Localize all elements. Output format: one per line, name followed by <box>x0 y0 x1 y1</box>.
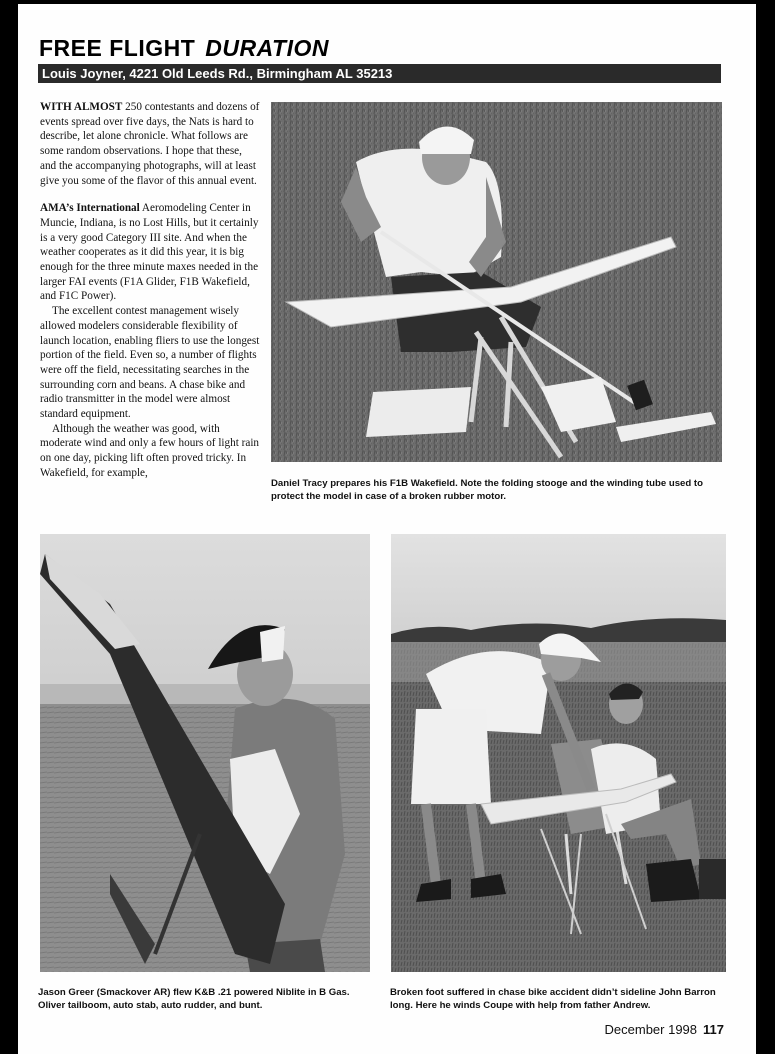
section-title: FREE FLIGHT <box>39 35 196 61</box>
column-headline <box>39 37 329 60</box>
paragraph-1: WITH ALMOST 250 contestants and dozens of events spread over five days, the Nats is hard to describe, let alone chronicle. What follows are some random observations. I hope that these, and the accompanying photographs, will at least give you some of the flavor of this annual event. <box>40 101 260 187</box>
author-byline: Louis Joyner, 4221 Old Leeds Rd., Birmingham AL 35213 <box>38 64 721 83</box>
issue-date: December 1998 <box>604 1022 698 1037</box>
article-body <box>40 100 260 481</box>
coupe-photo-image <box>391 534 726 972</box>
magazine-page <box>18 4 756 1054</box>
caption-john-barron: Broken foot suffered in chase bike accident didn’t sideline John Barron long. Here he winds Coupe with help from father Andrew. <box>390 987 716 1011</box>
photo-jason-greer <box>40 534 370 972</box>
page-number: 117 <box>703 1022 724 1037</box>
page-footer <box>605 1022 724 1037</box>
caption-jason-greer: Jason Greer (Smackover AR) flew K&B .21 powered Niblite in B Gas. Oliver tailboom, auto stab, auto rudder, and bunt. <box>38 987 350 1011</box>
niblite-photo-image <box>40 534 370 972</box>
photo-john-barron <box>391 534 726 972</box>
paragraph-4: Although the weather was good, with moderate wind and only a few hours of light rain on one day, picking lift often proved tricky. In Wakefield, for example, <box>40 422 260 479</box>
paragraph-2: AMA’s International Aeromodeling Center in Muncie, Indiana, is no Lost Hills, but it certainly is a very good Category III site. And when the weather cooperates as it did this year, it is big enough for the three minute maxes needed in the larger FAI events (F1A Glider, F1B Wakefield, and F1C Power). <box>40 202 259 303</box>
paragraph-3: The excellent contest management wisely allowed modelers considerable flexibility of launch location, enabling fliers to use the longest portion of the field. Even so, a number of flights were off the field, necessitating searches in the surrounding corn and beans. A chase bike and radio transmitter in the model were almost standard equipment. <box>40 305 260 421</box>
wakefield-photo-image <box>271 102 722 462</box>
topic-title: DURATION <box>205 35 329 61</box>
photo-daniel-tracy <box>271 102 722 462</box>
caption-daniel-tracy: Daniel Tracy prepares his F1B Wakefield. Note the folding stooge and the winding tube used to protect the model in case of a broken rubber motor. <box>271 478 703 502</box>
